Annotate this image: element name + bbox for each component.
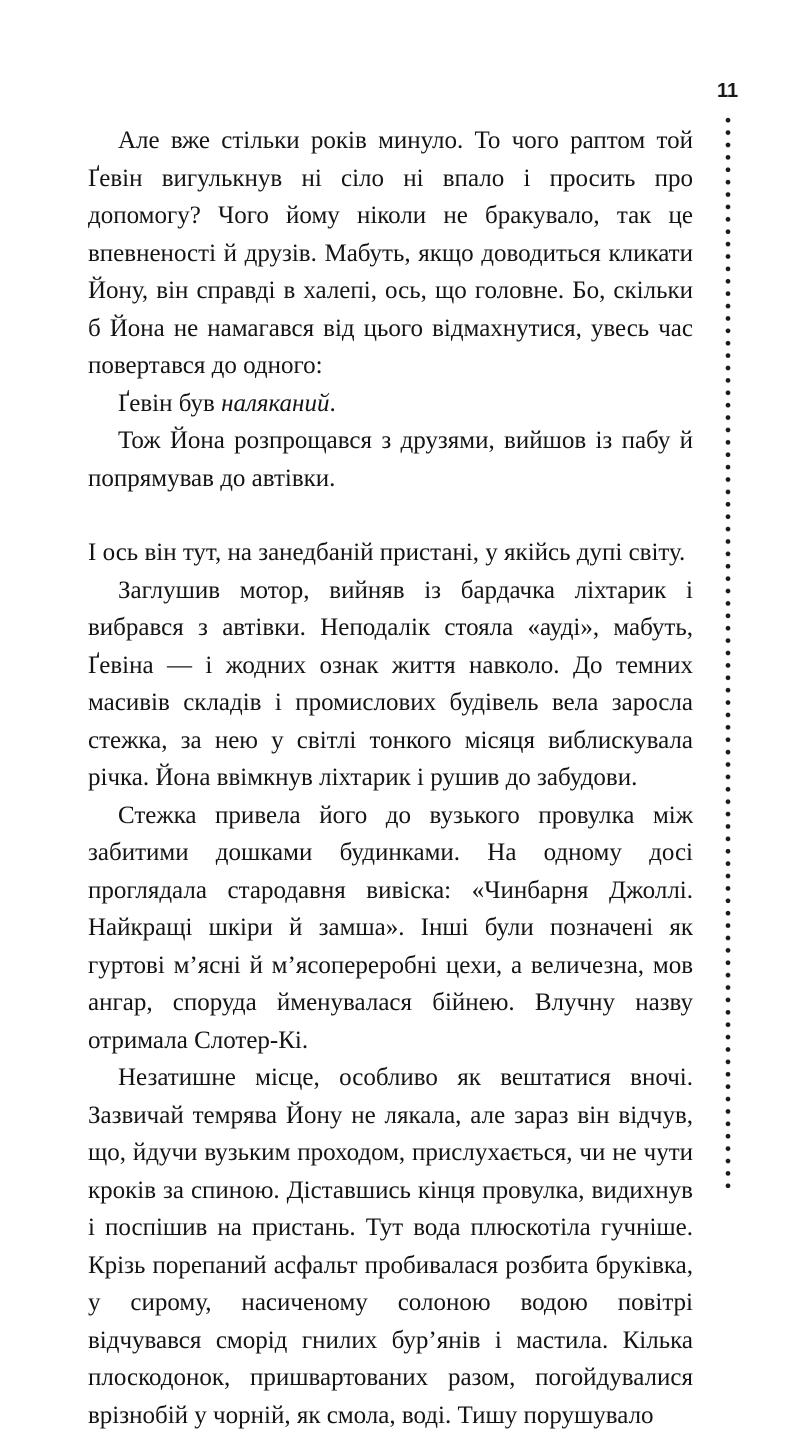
dotted-margin-rule: [725, 114, 731, 1194]
paragraph: Але вже стільки років минуло. То чого раптом той Ґевін вигулькнув ні сіло ні впало і просить про допомогу? Чого йому ніколи не бракувало, так це впевненості й друзів. Мабуть, якщо доводиться кликати Йону, він справді в халепі, ось, що головне. Бо, скільки б Йона не намагався від цього відмахнутися, увесь час повертався до одного:: [88, 127, 693, 379]
paragraph: Незатишне місце, особливо як вештатися вночі. Зазвичай темрява Йону не лякала, але зараз він відчув, що, йдучи вузьким проходом, прислухається, чи не чути кроків за спиною. Діставшись кінця провулка, видихнув і поспішив на пристань. Тут вода плюскотіла гучніше. Крізь порепаний асфальт пробивалася розбита бруківка, у сирому, насиченому солоною водою повітрі відчувався сморід гнилих бур’янів і мастила. Кілька плоскодонок, пришвартованих разом, погойдувалися врізнобій у чорній, як смола, воді. Тишу порушувало: [88, 1064, 693, 1429]
emphasized-word: наляканий: [221, 389, 330, 417]
paragraph: Тож Йона розпрощався з друзями, вийшов із пабу й попрямував до автівки.: [88, 427, 693, 492]
paragraph-emphasis: [88, 385, 693, 423]
section-break: [88, 497, 693, 534]
paragraph: Стежка привела його до вузького провулка між забитими дошками будинками. На одному досі проглядала стародавня вивіска: «Чинбарня Джоллі. Найкращі шкіри й замша». Інші були позначені як гуртові м’ясні й м’ясопереробні цехи, а величезна, мов ангар, споруда йменувалася бійнею. Влучну назву отримала Слотер-Кі.: [88, 801, 693, 1054]
paragraph: Заглушив мотор, вийняв із бардачка ліхтарик і вибрався з автівки. Неподалік стояла «ауді», мабуть, Ґевіна — і жодних ознак життя навколо. До темних масивів складів і промислових будівель вела заросла стежка, за нею у світлі тонкого місяця виблискувала річка. Йона ввімкнув ліхтарик і рушив до забудови.: [88, 576, 693, 791]
page-number: 11: [717, 80, 739, 102]
body-text: [88, 122, 693, 1434]
paragraph-prefix: Ґевін був: [118, 389, 222, 417]
section-opening-paragraph: І ось він тут, на занедбаній пристані, у якійсь дупі світу.: [88, 539, 686, 566]
paragraph-suffix: .: [329, 389, 336, 417]
